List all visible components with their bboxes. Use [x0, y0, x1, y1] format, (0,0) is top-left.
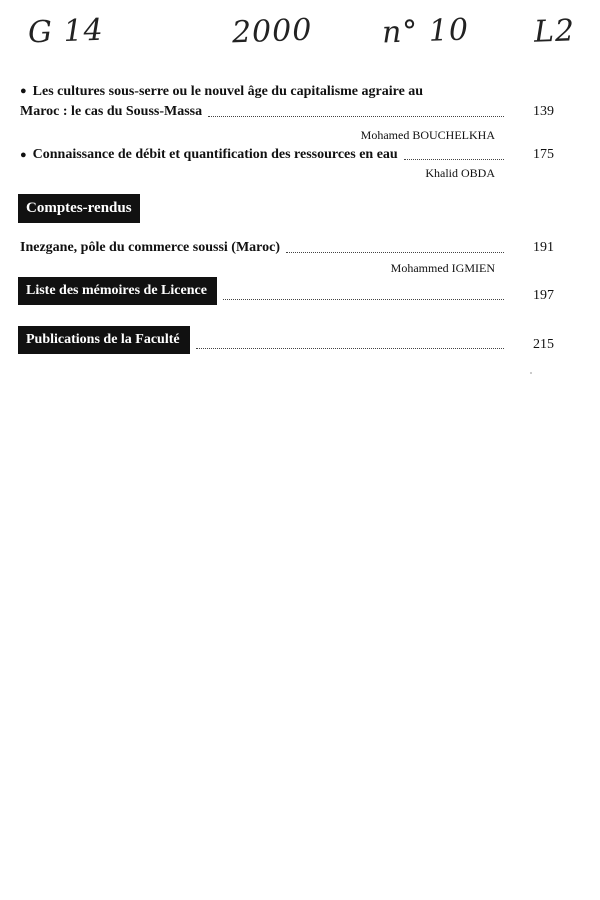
- toc-entry-comptes-rendus-author: Mohammed IGMIEN: [390, 261, 495, 275]
- toc-entry-comptes-rendus-title: Inezgane, pôle du commerce soussi (Maroc): [20, 240, 280, 255]
- toc-entry-1-title-line2: Maroc : le cas du Souss-Massa: [20, 104, 203, 119]
- handwritten-call-number: G 14: [27, 12, 105, 51]
- bullet-icon: ●: [20, 85, 27, 97]
- section-memoires-page: 197: [533, 288, 554, 303]
- handwritten-year: 2000: [231, 12, 313, 51]
- dot-leader: [196, 347, 504, 349]
- section-memoires-label: Liste des mémoires de Licence: [18, 277, 217, 305]
- dot-leader: [223, 298, 504, 300]
- toc-entry-1-author: Mohamed BOUCHELKHA: [360, 128, 495, 142]
- section-memoires: [18, 277, 554, 305]
- toc-entry-1-line2: [20, 104, 554, 120]
- section-comptes-rendus-label: Comptes-rendus: [18, 194, 140, 223]
- dot-leader: [208, 115, 504, 117]
- dot-leader: [286, 251, 504, 253]
- scan-speck: [530, 372, 532, 374]
- toc-entry-2-title: Connaissance de débit et quantification des ressources en eau: [32, 147, 398, 162]
- toc-entry-2-page: 175: [533, 147, 554, 162]
- toc-entry-1-title-line1: ● Les cultures sous-serre ou le nouvel âge du capitalisme agraire au: [20, 84, 424, 99]
- handwritten-issue-number: n° 10: [381, 12, 470, 51]
- bullet-icon: ●: [20, 149, 27, 161]
- toc-entry-comptes-rendus-page: 191: [533, 240, 554, 255]
- dot-leader: [404, 158, 504, 160]
- toc-entry-comptes-rendus: [20, 240, 554, 256]
- handwritten-shelf-mark: L2: [533, 13, 576, 50]
- toc-entry-1-page: 139: [533, 104, 554, 119]
- section-comptes-rendus: [18, 194, 140, 223]
- section-publications-page: 215: [533, 337, 554, 352]
- section-publications-label: Publications de la Faculté: [18, 326, 190, 354]
- section-publications: [18, 326, 554, 354]
- toc-entry-2: [20, 147, 554, 163]
- toc-entry-2-author: Khalid OBDA: [425, 166, 495, 180]
